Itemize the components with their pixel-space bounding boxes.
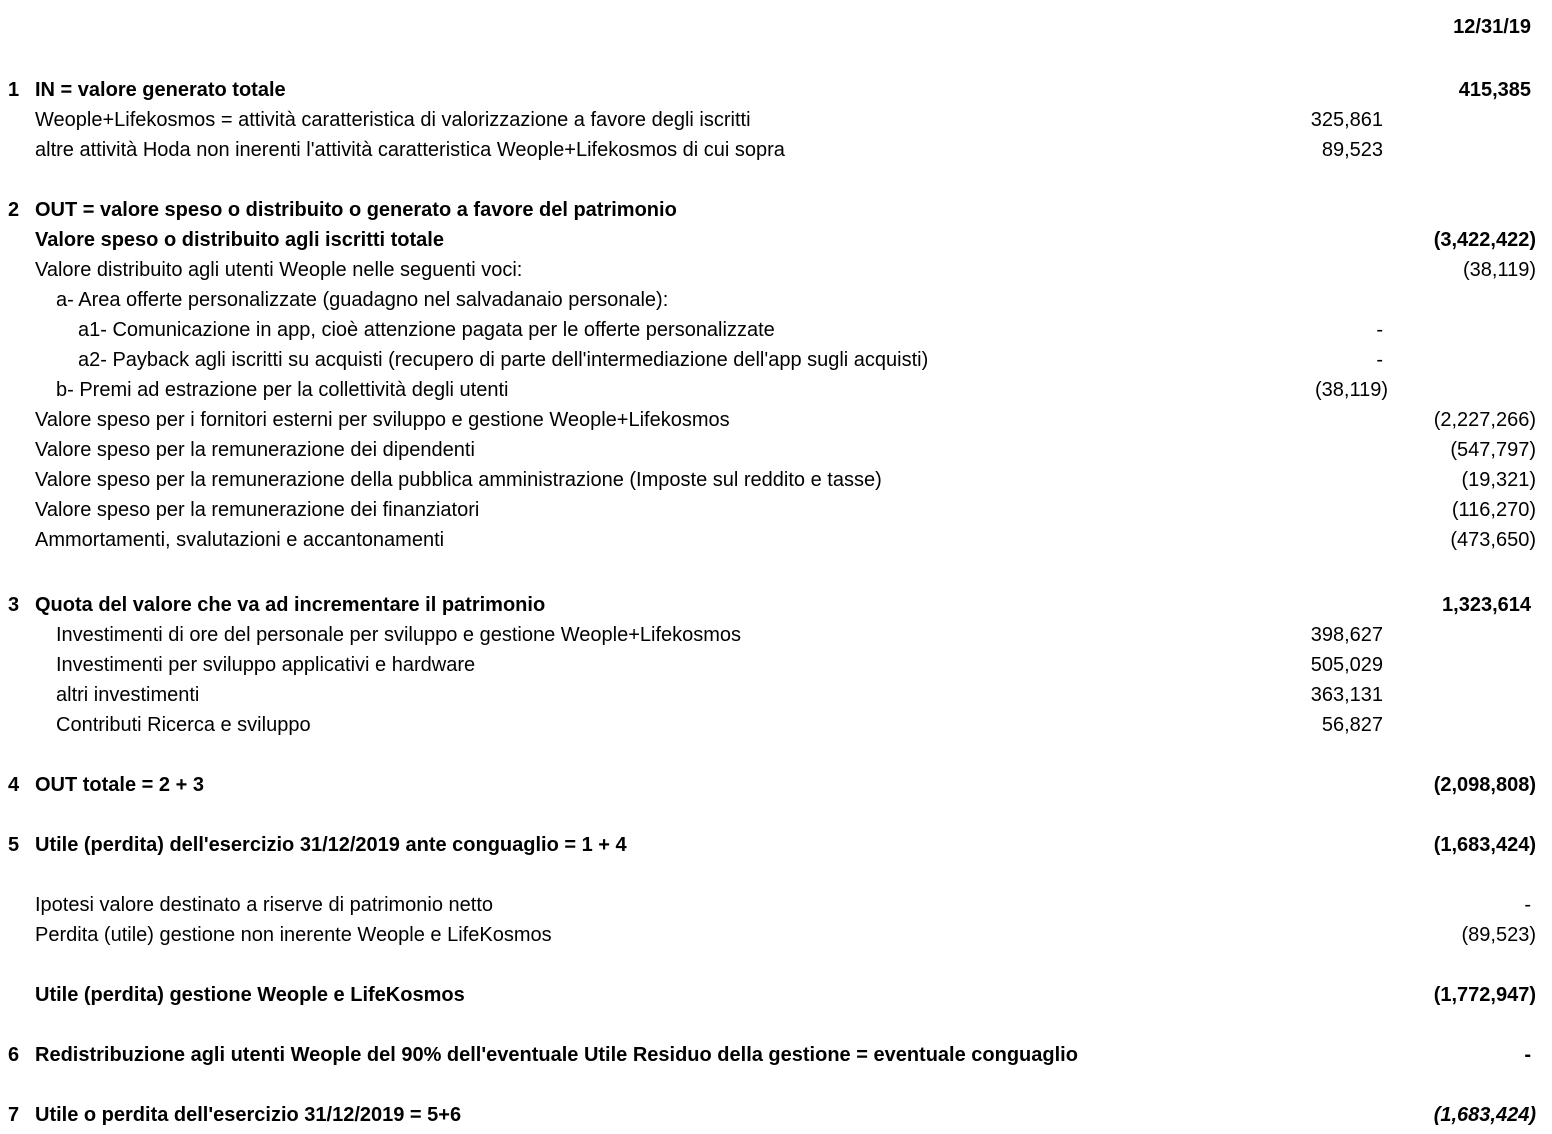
statement-row — [0, 75, 1552, 105]
row-gap — [0, 740, 1552, 770]
row-label: Valore distribuito agli utenti Weople nelle seguenti voci: — [35, 259, 523, 281]
row-label: Quota del valore che va ad incrementare il patrimonio — [35, 594, 546, 616]
statement-rows — [0, 75, 1552, 1130]
amount-mid — [1178, 195, 1388, 225]
row-label: altri investimenti — [56, 684, 200, 706]
amount-right — [1388, 710, 1536, 740]
row-gap — [0, 1070, 1552, 1100]
amount-right — [1388, 285, 1536, 315]
statement-row — [0, 225, 1552, 255]
row-label: Utile (perdita) dell'esercizio 31/12/2019 ante conguaglio = 1 + 4 — [35, 834, 627, 856]
statement-row — [0, 405, 1552, 435]
row-gap — [0, 800, 1552, 830]
row-label: OUT = valore speso o distribuito o generato a favore del patrimonio — [35, 199, 677, 221]
row-number: 7 — [8, 1104, 20, 1126]
amount-mid — [1178, 285, 1388, 315]
amount-mid — [1178, 590, 1388, 620]
amount-right: (1,772,947) — [1433, 984, 1536, 1006]
statement-row — [0, 285, 1552, 315]
row-label: Utile o perdita dell'esercizio 31/12/2019 = 5+6 — [35, 1104, 462, 1126]
row-number — [8, 135, 35, 165]
amount-right: (1,683,424) — [1433, 834, 1536, 856]
amount-mid — [1178, 225, 1388, 255]
row-number — [8, 525, 35, 555]
statement-row — [0, 1100, 1552, 1130]
row-label: altre attività Hoda non inerenti l'attività caratteristica Weople+Lifekosmos di cui sopra — [35, 139, 785, 161]
amount-mid: 56,827 — [1321, 714, 1383, 736]
row-label: Contributi Ricerca e sviluppo — [56, 714, 311, 736]
row-number — [8, 890, 35, 920]
amount-right: - — [1524, 894, 1531, 916]
row-number — [8, 405, 35, 435]
statement-row — [0, 620, 1552, 650]
row-number — [8, 375, 35, 405]
period-header-row — [0, 12, 1552, 42]
amount-right: (3,422,422) — [1433, 229, 1536, 251]
statement-row — [0, 255, 1552, 285]
row-number — [8, 465, 35, 495]
amount-right: - — [1524, 1044, 1531, 1066]
statement-row — [0, 590, 1552, 620]
statement-row — [0, 710, 1552, 740]
row-gap — [0, 165, 1552, 195]
row-label: a2- Payback agli iscritti su acquisti (recupero di parte dell'intermediazione dell'app sugli acquisti) — [78, 349, 929, 371]
amount-right: (547,797) — [1450, 439, 1536, 461]
amount-mid — [1178, 1040, 1388, 1070]
row-number: 4 — [8, 774, 20, 796]
amount-mid — [1178, 525, 1388, 555]
amount-mid: 505,029 — [1310, 654, 1383, 676]
row-label: Weople+Lifekosmos = attività caratteristica di valorizzazione a favore degli iscritti — [35, 109, 751, 131]
row-label: a1- Comunicazione in app, cioè attenzione pagata per le offerte personalizzate — [78, 319, 775, 341]
statement-row — [0, 105, 1552, 135]
row-number — [8, 435, 35, 465]
row-number: 6 — [8, 1044, 20, 1066]
row-label — [35, 12, 1178, 42]
amount-right — [1388, 135, 1536, 165]
row-label: Valore speso per la remunerazione dei finanziatori — [35, 499, 480, 521]
statement-row — [0, 980, 1552, 1010]
amount-mid — [1178, 405, 1388, 435]
amount-mid: - — [1376, 349, 1383, 371]
statement-row — [0, 435, 1552, 465]
amount-mid — [1178, 12, 1388, 42]
row-label: Valore speso o distribuito agli iscritti totale — [35, 229, 444, 251]
amount-right: (89,523) — [1461, 924, 1536, 946]
statement-row — [0, 465, 1552, 495]
amount-right — [1388, 620, 1536, 650]
amount-right: (19,321) — [1461, 469, 1536, 491]
row-gap — [0, 860, 1552, 890]
row-label: Investimenti di ore del personale per sviluppo e gestione Weople+Lifekosmos — [56, 624, 742, 646]
row-label: Valore speso per la remunerazione dei dipendenti — [35, 439, 475, 461]
amount-right — [1388, 315, 1536, 345]
amount-mid: - — [1376, 319, 1383, 341]
amount-right — [1388, 375, 1536, 405]
row-label: Valore speso per la remunerazione della pubblica amministrazione (Imposte sul reddito e tasse) — [35, 469, 882, 491]
statement-row — [0, 890, 1552, 920]
amount-right: (2,227,266) — [1433, 409, 1536, 431]
amount-mid — [1178, 1100, 1388, 1130]
row-number — [8, 315, 35, 345]
statement-row — [0, 315, 1552, 345]
statement-row — [0, 495, 1552, 525]
row-label: Ammortamenti, svalutazioni e accantonamenti — [35, 529, 445, 551]
statement-row — [0, 525, 1552, 555]
row-number — [8, 285, 35, 315]
row-label: Investimenti per sviluppo applicativi e hardware — [56, 654, 476, 676]
row-gap — [0, 42, 1552, 75]
amount-mid — [1178, 75, 1388, 105]
amount-mid — [1178, 495, 1388, 525]
row-gap — [0, 950, 1552, 980]
statement-row — [0, 195, 1552, 225]
amount-mid: 398,627 — [1310, 624, 1383, 646]
row-label: a- Area offerte personalizzate (guadagno nel salvadanaio personale): — [56, 289, 669, 311]
amount-mid — [1178, 255, 1388, 285]
amount-mid: 363,131 — [1310, 684, 1383, 706]
row-label: OUT totale = 2 + 3 — [35, 774, 204, 796]
row-number — [8, 495, 35, 525]
statement-row — [0, 375, 1552, 405]
row-number: 3 — [8, 594, 20, 616]
row-label: Valore speso per i fornitori esterni per sviluppo e gestione Weople+Lifekosmos — [35, 409, 730, 431]
row-number — [8, 105, 35, 135]
statement-row — [0, 770, 1552, 800]
amount-right — [1388, 195, 1536, 225]
amount-right: (2,098,808) — [1433, 774, 1536, 796]
amount-mid: 89,523 — [1321, 139, 1383, 161]
statement-row — [0, 680, 1552, 710]
amount-mid — [1178, 920, 1388, 950]
amount-mid — [1178, 890, 1388, 920]
row-number — [8, 980, 35, 1010]
row-number — [8, 345, 35, 375]
row-number — [8, 225, 35, 255]
amount-mid — [1178, 435, 1388, 465]
row-number — [8, 12, 35, 42]
row-gap — [0, 555, 1552, 590]
amount-mid: (38,119) — [1314, 379, 1388, 401]
row-label: b- Premi ad estrazione per la collettività degli utenti — [56, 379, 509, 401]
amount-right — [1388, 650, 1536, 680]
row-label: IN = valore generato totale — [35, 79, 286, 101]
statement-row — [0, 650, 1552, 680]
amount-mid — [1178, 980, 1388, 1010]
amount-right: (1,683,424) — [1433, 1104, 1536, 1126]
amount-right — [1388, 680, 1536, 710]
row-number — [8, 680, 35, 710]
amount-mid: 325,861 — [1310, 109, 1383, 131]
statement-row — [0, 920, 1552, 950]
period-date: 12/31/19 — [1453, 16, 1531, 38]
row-number — [8, 710, 35, 740]
amount-right — [1388, 345, 1536, 375]
statement-row — [0, 830, 1552, 860]
amount-mid — [1178, 770, 1388, 800]
row-number: 2 — [8, 199, 20, 221]
row-number — [8, 920, 35, 950]
row-label: Utile (perdita) gestione Weople e LifeKosmos — [35, 984, 465, 1006]
row-number — [8, 650, 35, 680]
row-number — [8, 620, 35, 650]
row-number: 5 — [8, 834, 20, 856]
amount-right: (473,650) — [1450, 529, 1536, 551]
statement-row — [0, 1040, 1552, 1070]
row-label: Ipotesi valore destinato a riserve di patrimonio netto — [35, 894, 494, 916]
row-gap — [0, 1010, 1552, 1040]
amount-mid — [1178, 830, 1388, 860]
amount-right: 1,323,614 — [1442, 594, 1531, 616]
row-label: Perdita (utile) gestione non inerente Weople e LifeKosmos — [35, 924, 552, 946]
statement-row — [0, 345, 1552, 375]
row-label: Redistribuzione agli utenti Weople del 90% dell'eventuale Utile Residuo della gestione = eventuale conguaglio — [35, 1044, 1078, 1066]
row-number: 1 — [8, 79, 20, 101]
amount-mid — [1178, 465, 1388, 495]
amount-right: (116,270) — [1451, 499, 1536, 521]
amount-right — [1388, 105, 1536, 135]
row-number — [8, 255, 35, 285]
amount-right: (38,119) — [1462, 259, 1536, 281]
amount-right: 415,385 — [1458, 79, 1531, 101]
statement-row — [0, 135, 1552, 165]
